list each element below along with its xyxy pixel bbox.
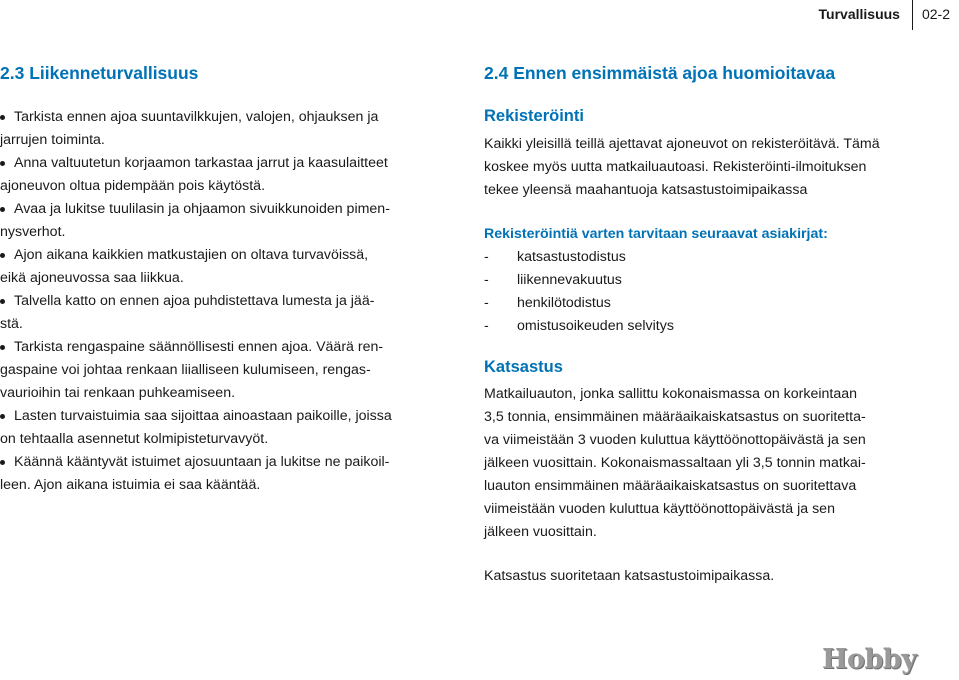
paragraph-line: tekee yleensä maahantuoja katsastustoimipaikassa	[484, 182, 808, 198]
list-item: - henkilötodistus	[484, 295, 611, 311]
bullet-line: Avaa ja lukitse tuulilasin ja ohjaamon sivuikkunoiden pimen-	[14, 201, 390, 217]
registration-heading: Rekisteröinti	[484, 107, 584, 125]
page-number: 02-2	[921, 6, 950, 22]
bullet-line: eikä ajoneuvossa saa liikkua.	[0, 270, 184, 286]
bullet-dot-icon	[0, 414, 5, 419]
bullet-line: Anna valtuutetun korjaamon tarkastaa jarrut ja kaasulaitteet	[14, 155, 388, 171]
inspection-heading: Katsastus	[484, 358, 563, 376]
list-item	[0, 198, 440, 244]
registration-paragraph	[484, 133, 880, 202]
paragraph-line: jälkeen vuosittain.	[484, 524, 597, 540]
list-item: - katsastustodistus	[484, 249, 626, 265]
paragraph-line: luauton ensimmäinen määräaikaiskatsastus on suoritettava	[484, 478, 857, 494]
safety-bullet-list	[0, 106, 440, 497]
required-documents-list	[484, 246, 674, 338]
list-item	[0, 451, 440, 497]
paragraph-line: Matkailuauton, jonka sallittu kokonaismassa on korkeintaan	[484, 386, 858, 402]
paragraph-line: 3,5 tonnia, ensimmäinen määräaikaiskatsastus on suoritetta-	[484, 409, 866, 425]
bullet-line: Käännä kääntyvät istuimet ajosuuntaan ja lukitse ne paikoil-	[14, 454, 390, 470]
required-documents-title: Rekisteröintiä varten tarvitaan seuraavat asiakirjat:	[484, 226, 828, 242]
paragraph-line: koskee myös uutta matkailuautoasi. Rekisteröinti-ilmoituksen	[484, 159, 867, 175]
bullet-line: stä.	[0, 316, 23, 332]
list-item: - liikennevakuutus	[484, 272, 622, 288]
list-item	[0, 405, 440, 451]
paragraph-line: viimeistään vuoden kuluttua käyttöönottopäivästä ja sen	[484, 501, 835, 517]
inspection-note: Katsastus suoritetaan katsastustoimipaikassa.	[484, 568, 775, 584]
section-title-before-first-drive: 2.4 Ennen ensimmäistä ajoa huomioitavaa	[484, 63, 836, 83]
paragraph-line: va viimeistään 3 vuoden kuluttua käyttöönottopäivästä ja sen	[484, 432, 866, 448]
bullet-line: Tarkista ennen ajoa suuntavilkkujen, valojen, ohjauksen ja	[14, 109, 379, 125]
paragraph-line: jälkeen vuosittain. Kokonaismassaltaan yli 3,5 tonnin matkai-	[484, 455, 866, 471]
bullet-line: Lasten turvaistuimia saa sijoittaa ainoastaan paikoille, joissa	[14, 408, 392, 424]
bullet-line: jarrujen toiminta.	[0, 132, 105, 148]
bullet-dot-icon	[0, 253, 5, 258]
bullet-line: on tehtaalla asennetut kolmipisteturvavyöt.	[0, 431, 269, 447]
bullet-line: gaspaine voi johtaa renkaan liialliseen kulumiseen, rengas-	[0, 362, 371, 378]
bullet-dot-icon	[0, 207, 5, 212]
section-name: Turvallisuus	[818, 6, 900, 22]
inspection-paragraph	[484, 383, 866, 544]
bullet-line: ajoneuvon oltua pidempään pois käytöstä.	[0, 178, 266, 194]
bullet-line: Talvella katto on ennen ajoa puhdistettava lumesta ja jää-	[14, 293, 375, 309]
bullet-line: nysverhot.	[0, 224, 66, 240]
bullet-line: vaurioihin tai renkaan puhkeamiseen.	[0, 385, 236, 401]
bullet-dot-icon	[0, 115, 5, 120]
bullet-dot-icon	[0, 345, 5, 350]
section-title-traffic-safety: 2.3 Liikenneturvallisuus	[0, 63, 199, 83]
list-item: - omistusoikeuden selvitys	[484, 318, 674, 334]
hobby-logo: Hobby	[822, 644, 917, 675]
list-item	[0, 152, 440, 198]
bullet-line: Ajon aikana kaikkien matkustajien on oltava turvavöissä,	[14, 247, 369, 263]
list-item	[0, 290, 440, 336]
bullet-line: leen. Ajon aikana istuimia ei saa kääntää.	[0, 477, 261, 493]
bullet-dot-icon	[0, 460, 5, 465]
bullet-dot-icon	[0, 299, 5, 304]
paragraph-line: Kaikki yleisillä teillä ajettavat ajoneuvot on rekisteröitävä. Tämä	[484, 136, 880, 152]
page-header	[819, 0, 959, 30]
list-item	[0, 244, 440, 290]
list-item	[0, 106, 440, 152]
bullet-dot-icon	[0, 161, 5, 166]
bullet-line: Tarkista rengaspaine säännöllisesti ennen ajoa. Väärä ren-	[14, 339, 384, 355]
list-item	[0, 336, 440, 405]
